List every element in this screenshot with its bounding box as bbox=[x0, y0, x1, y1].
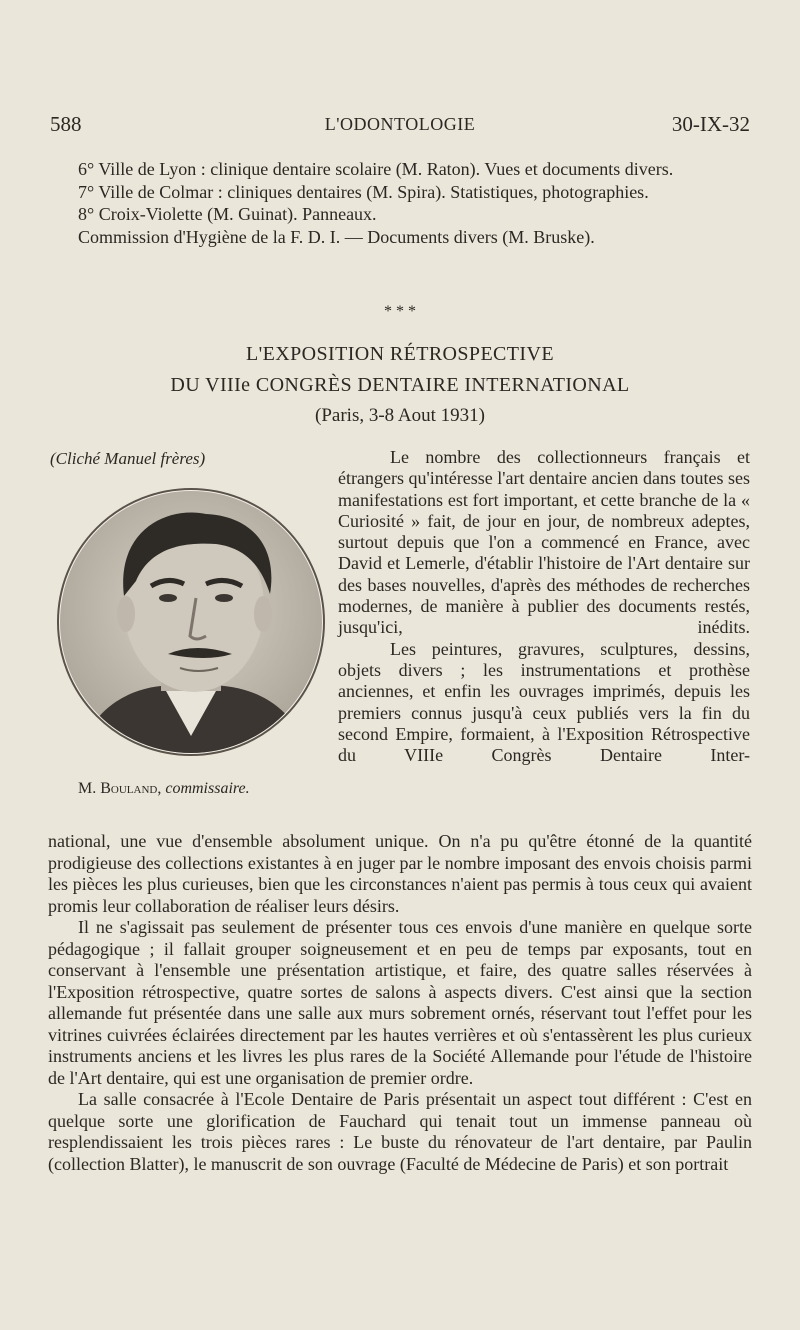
text-body-full-width bbox=[48, 831, 752, 1175]
article-subtitle: (Paris, 3-8 Aout 1931) bbox=[315, 405, 485, 426]
exhibit-list bbox=[48, 158, 752, 248]
portrait-photo bbox=[56, 486, 326, 758]
paragraph: La salle consacrée à l'Ecole Dentaire de Paris présentait un aspect tout différent : C'est en quelque sorte une glorification de Fauchard qui tenait tout un immense panneau où resplendissaient les trois pièces rares : Le buste du rénovateur de l'art dentaire, par Paulin (collection Blatter), le manuscrit de son ouvrage (Faculté de Médecine de Paris) et son portrait bbox=[48, 1089, 752, 1174]
caption-role: commissaire. bbox=[165, 780, 250, 797]
paragraph: Le nombre des collectionneurs français et étrangers qu'intéresse l'art dentaire ancien dans toutes ses manifestations est fort important, et cette branche de la « Curiosité » fait, de jour en jour, de nombreux adeptes, surtout depuis que l'on a commencé en France, avec David et Lemerle, d'établir l'histoire de l'Art dentaire sur des bases nouvelles, d'après des méthodes de recherches modernes, de manière à publier des documents restés, jusqu'ici, inédits. bbox=[338, 447, 750, 638]
article-title-line-2: DU VIIIe CONGRÈS DENTAIRE INTERNATIONAL bbox=[170, 374, 630, 396]
list-item: 6° Ville de Lyon : clinique dentaire scolaire (M. Raton). Vues et documents divers. bbox=[78, 159, 674, 179]
paragraph-continuation: national, une vue d'ensemble absolument unique. On n'a pu qu'être étonné de la quantité prodigieuse des collections existantes à en juger par le nombre imposant des envois choisis parmi les pièces les plus curieuses, bien que les circonstances n'aient pas permis à tous ceux qui avaient promis leur collaboration de réaliser leurs désirs. bbox=[48, 831, 752, 916]
page-number: 588 bbox=[50, 112, 82, 136]
section-asterism: * * * bbox=[384, 303, 416, 320]
text-column-right bbox=[338, 447, 750, 766]
list-item: Commission d'Hygiène de la F. D. I. — Documents divers (M. Bruske). bbox=[78, 226, 595, 247]
journal-title: L'ODONTOLOGIE bbox=[324, 114, 476, 134]
list-item: 7° Ville de Colmar : cliniques dentaires (M. Spira). Statistiques, photographies. bbox=[78, 181, 649, 202]
article-title-line-1: L'EXPOSITION RÉTROSPECTIVE bbox=[246, 343, 554, 365]
document-page bbox=[48, 0, 752, 1330]
paragraph: Les peintures, gravures, sculptures, dessins, objets divers ; les instrumentations et prothèse anciennes, et enfin les ouvrages imprimés, depuis les premiers connus jusqu'à ceux publiés vers la fin du second Empire, formaient, à l'Exposition Rétrospective du VIIIe Congrès Dentaire Inter- bbox=[338, 638, 750, 766]
caption-name: M. Bouland, bbox=[78, 780, 162, 797]
photo-credit: (Cliché Manuel frères) bbox=[50, 449, 206, 468]
running-head bbox=[48, 112, 752, 138]
paragraph: Il ne s'agissait pas seulement de présenter tous ces envois d'une manière en quelque sorte pédagogique ; il fallait grouper soigneusement et en peu de temps par exposants, tout en conservant à l'ensemble une présentation artistique, et faire, des quatre salles réservées à l'Exposition rétrospective, quatre sortes de salons à aspects divers. C'est ainsi que la section allemande fut présentée dans une salle aux murs sobrement ornés, réservant tout l'effet pour les vitrines cuivrées éclairées directement par les hautes verrières et où s'entassèrent les plus curieux instruments anciens et les livres les plus rares de la Société Allemande pour l'étude de l'histoire de l'Art dentaire, qui est une organisation de premier ordre. bbox=[48, 917, 752, 1088]
issue-date: 30-IX-32 bbox=[671, 112, 750, 136]
portrait-caption bbox=[78, 780, 250, 798]
list-item: 8° Croix-Violette (M. Guinat). Panneaux. bbox=[78, 204, 377, 224]
